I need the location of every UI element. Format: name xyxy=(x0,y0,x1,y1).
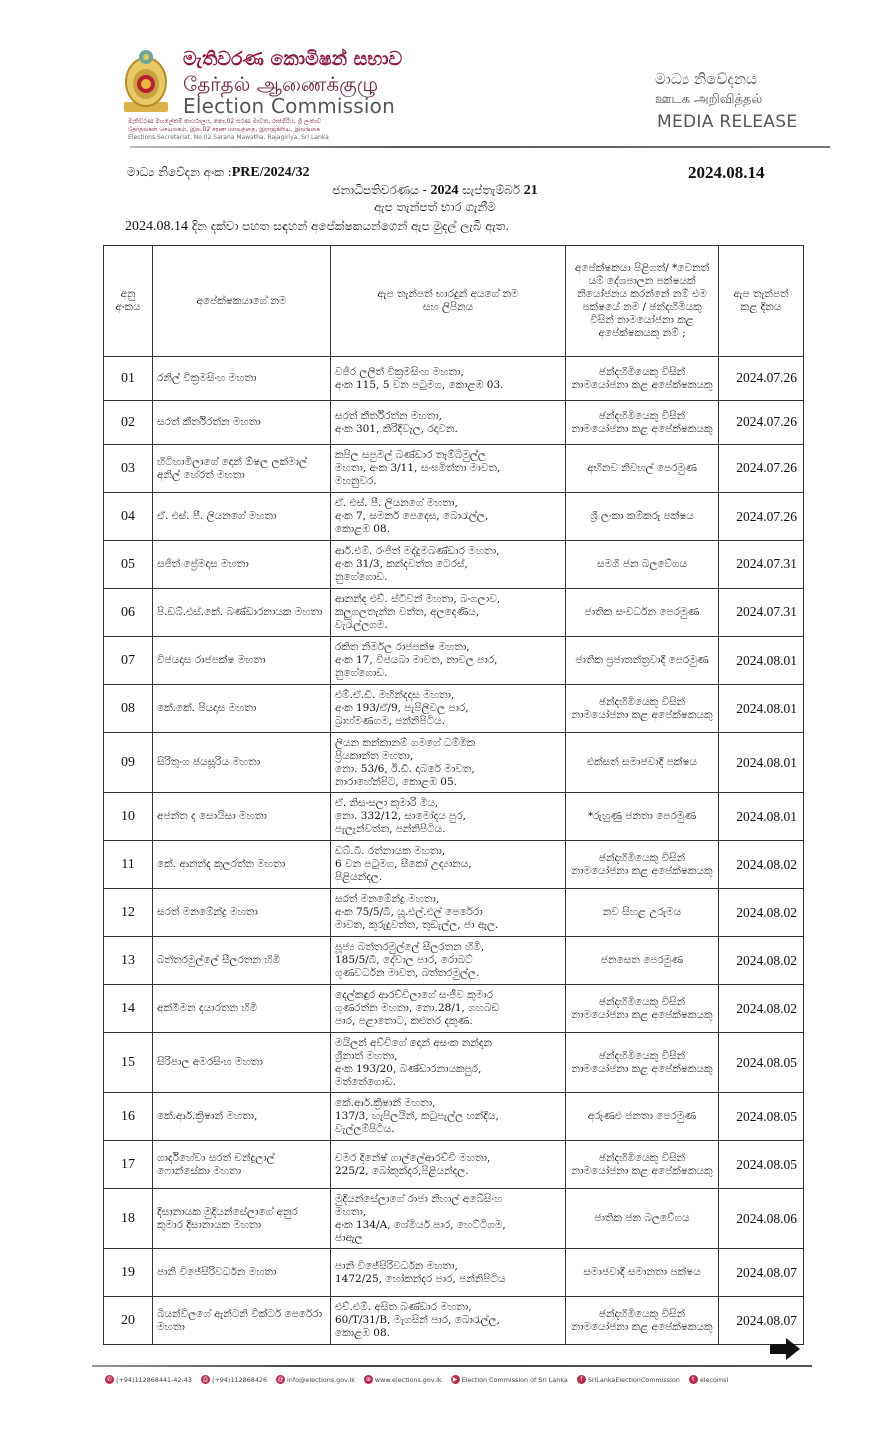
candidate-name: කේ.කේ. පියදාස මහතා xyxy=(153,685,331,733)
footer-contact-item[interactable] xyxy=(451,1375,568,1384)
depositor-line: ගුණරත්න මහතා, නො.28/1, ගහබඩ xyxy=(335,1002,500,1014)
candidate-name: බියන්විලගේ ඇන්ටනි වික්ටර් පෙරේරා මහතා xyxy=(153,1297,331,1345)
row-number: 20 xyxy=(104,1297,153,1345)
facebook-icon: f xyxy=(577,1375,586,1384)
depositor-name-address xyxy=(331,793,566,841)
deposit-date: 2024.08.05 xyxy=(719,1141,804,1189)
depositor-name-address xyxy=(331,637,566,685)
intro-sentence xyxy=(125,219,509,235)
fax-icon: ⎙ xyxy=(201,1375,210,1384)
table-row xyxy=(104,401,804,445)
table-row xyxy=(104,685,804,733)
footer-contact-item[interactable] xyxy=(689,1375,728,1384)
release-date: 2024.08.14 xyxy=(688,163,765,182)
table-row xyxy=(104,1141,804,1189)
intro-text: දින දක්වා පහත සඳහන් අපේක්ෂකයන්ගෙන් ඇප මුදල් ලැබී ඇත. xyxy=(188,219,510,233)
sri-lanka-emblem-logo xyxy=(120,46,172,116)
candidate-name: විජයදාස රාජපක්ෂ මහතා xyxy=(153,637,331,685)
header-divider xyxy=(130,146,830,148)
depositor-line: අංක 31/3, කන්දවත්ත ටෙරස්, xyxy=(335,558,468,570)
deposit-date: 2024.08.01 xyxy=(719,637,804,685)
candidate-name: පි.ඩබ්.එස්.කේ. බණ්ඩාරනායක මහතා xyxy=(153,589,331,637)
release-number: PRE/2024/32 xyxy=(231,165,310,180)
depositor-name-address xyxy=(331,1189,566,1249)
row-number: 13 xyxy=(104,937,153,985)
depositor-line: අංක 75/5/බී, යූ.එල්.එල් පෙරේරා xyxy=(335,906,483,918)
footer-contact-item[interactable] xyxy=(105,1375,192,1384)
row-number: 03 xyxy=(104,445,153,493)
footer-contact-text: (+94)112868426 xyxy=(211,1375,268,1384)
party-or-nomination: ශ්‍රී ලංකා කම්කරු පක්ෂය xyxy=(566,493,719,541)
candidate-name: කේ. ආනන්ද කුලරත්න මහතා xyxy=(153,841,331,889)
media-release-sinhala: මාධ්‍ය නිවේදනය xyxy=(655,70,757,88)
depositor-line: අංක 17, විජයබා මාවත, නාවල පාර, xyxy=(335,654,498,666)
depositor-name-address xyxy=(331,985,566,1033)
deposit-date: 2024.08.05 xyxy=(719,1093,804,1141)
depositor-line: 225/2, බෝකුන්දර,පිළියන්දල. xyxy=(335,1164,469,1177)
depositor-name-address xyxy=(331,541,566,589)
address-tamil: தேர்தல்கள் செயலகம், இல.02 சரண மாவத்தை, இராஜகிரிய, இலங்கை xyxy=(128,126,321,133)
depositor-name-address xyxy=(331,445,566,493)
deposit-date: 2024.08.01 xyxy=(719,733,804,793)
table-row xyxy=(104,1093,804,1141)
depositor-line: අංක 134/A, ශේමියර් පාර, හෙට්ටිගම, xyxy=(335,1218,506,1231)
depositor-name-address xyxy=(331,401,566,445)
party-or-nomination: ජාතික සංවර්ධන පෙරමුණ xyxy=(566,589,719,637)
depositor-name-address xyxy=(331,733,566,793)
globe-icon: ⊕ xyxy=(365,1376,371,1383)
depositor-line: මහනුවර. xyxy=(335,475,377,487)
deposit-date: 2024.08.07 xyxy=(719,1249,804,1297)
deposit-date: 2024.08.07 xyxy=(719,1297,804,1345)
document-subtitle: ඇප තැන්පත් භාර ගැනීම xyxy=(374,200,496,214)
depositor-line: කලුගලතැන්න වත්ත, අලදෙණිය, xyxy=(335,606,480,618)
deposit-date: 2024.08.05 xyxy=(719,1033,804,1093)
org-name-sinhala: මැතිවරණ කොමිෂන් සභාව xyxy=(183,48,403,70)
row-number: 06 xyxy=(104,589,153,637)
row-number: 10 xyxy=(104,793,153,841)
deposit-date: 2024.07.31 xyxy=(719,541,804,589)
phone-icon: ✆ xyxy=(106,1376,113,1383)
party-or-nomination: එක්සත් සමාජවාදී පක්ෂය xyxy=(566,733,719,793)
release-number-label: මාධ්‍ය නිවේදන අංක : xyxy=(127,165,232,179)
candidate-name: සරත් කීර්තිරත්න මහතා xyxy=(153,401,331,445)
deposit-date: 2024.08.01 xyxy=(719,793,804,841)
depositor-name-address xyxy=(331,841,566,889)
depositor-line: පාර, පළාතොට, කළුතර දකුණ. xyxy=(335,1015,473,1027)
depositor-name-address xyxy=(331,1297,566,1345)
depositor-name-address xyxy=(331,1033,566,1093)
deposit-date: 2024.07.26 xyxy=(719,401,804,445)
row-number: 18 xyxy=(104,1189,153,1249)
depositor-name-address xyxy=(331,493,566,541)
depositor-line: ඒ. නිසංසලා කුමාරි මිය, xyxy=(335,797,439,809)
depositor-line: 6 වන පටුමග, සීකෝ උද්‍යානය, xyxy=(335,858,472,870)
party-or-nomination: *රුහුණු ජනතා පෙරමුණ xyxy=(566,793,719,841)
table-row xyxy=(104,1297,804,1345)
deposit-date: 2024.08.01 xyxy=(719,685,804,733)
row-number: 12 xyxy=(104,889,153,937)
party-or-nomination: ජාතික ප්‍රජාතන්ත්‍රවාදී පෙරමුණ xyxy=(566,637,719,685)
footer-divider xyxy=(92,1365,812,1367)
candidate-name: දිසානායක මුදියන්සේලාගේ අනුර කුමාර දිසානායක මහතා xyxy=(153,1189,331,1249)
title-day: 21 xyxy=(523,183,538,198)
footer-contact-text: SriLankaElectionCommission xyxy=(587,1375,680,1384)
candidate-name: අජන්ත ද සොයිසා මහතා xyxy=(153,793,331,841)
depositor-line: 137/3, හැපිලයින්, කටුපැල්ල හන්දිය, xyxy=(335,1110,499,1122)
youtube-icon: ▶ xyxy=(451,1375,460,1384)
row-number: 02 xyxy=(104,401,153,445)
party-or-nomination: සමගි ජන බලවේගය xyxy=(566,541,719,589)
media-release-tamil: ஊடக அறிவித்தல் xyxy=(655,92,763,107)
depositor-line: ශ්‍රීනාත් මහතා, xyxy=(335,1049,398,1062)
title-prefix: ජනාධිපතිවරණය - xyxy=(332,183,431,197)
depositor-line: නුගේගොඩ. xyxy=(335,667,388,679)
party-or-nomination: ඡන්දහිමියෙකු විසින් නාමයෝජනා කළ අපේක්ෂකයකු xyxy=(566,1033,719,1093)
deposit-date: 2024.08.02 xyxy=(719,985,804,1033)
depositor-line: රකිත නිර්මල රාජපක්ෂ මහතා, xyxy=(335,641,470,653)
depositor-line: ලියන කන්කානම් ගමගේ ධම්මික xyxy=(335,736,476,749)
depositor-line: එච්.එම්. අසිත බණ්ඩාර මහතා, xyxy=(335,1301,472,1313)
deposit-date: 2024.08.02 xyxy=(719,841,804,889)
depositor-line: අංක 301, කිරිදිවැල, රදාවන. xyxy=(335,422,458,435)
depositor-name-address xyxy=(331,1141,566,1189)
footer-contact-item[interactable] xyxy=(364,1375,442,1384)
depositor-line: කොළඹ 08. xyxy=(335,1327,390,1339)
footer-contact-item[interactable] xyxy=(577,1375,680,1384)
depositor-line: 60/T/31/B, මැගසින් පාර, බොරැල්ල, xyxy=(335,1314,500,1326)
candidate-name: සිරිතුංග ජයසූරිය මහතා xyxy=(153,733,331,793)
party-or-nomination: ඡන්දහිමියෙකු විසින් නාමයෝජනා කළ අපේක්ෂකයකු xyxy=(566,401,719,445)
depositor-line: වැරැල්ලගම. xyxy=(335,619,388,631)
table-row xyxy=(104,793,804,841)
header-serial: අනු අංකය xyxy=(104,246,153,357)
depositor-line: මහතා, අංක 3/11, සංඝමිත්තා මාවත, xyxy=(335,462,501,474)
deposit-date: 2024.08.06 xyxy=(719,1189,804,1249)
table-row xyxy=(104,493,804,541)
footer-contact-text: www.elections.gov.lk xyxy=(374,1375,442,1384)
table-row xyxy=(104,937,804,985)
row-number: 14 xyxy=(104,985,153,1033)
footer-contact-item[interactable] xyxy=(201,1375,267,1384)
depositor-line: පානි විජේසිරිවර්ධන මහතා, xyxy=(335,1259,458,1272)
candidate-name: සිරිපාල අමරසිංහ මහතා xyxy=(153,1033,331,1093)
table-row xyxy=(104,589,804,637)
depositor-line: පූජ්‍ය බත්තරමුල්ලේ සීලරතන හිමි, xyxy=(335,941,485,953)
depositor-line: අංක 193/ඒ/9, පැපිලිවල පාර, xyxy=(335,702,469,714)
org-name-english: Election Commission xyxy=(183,94,395,118)
row-number: 08 xyxy=(104,685,153,733)
footer-contact-text: info@elections.gov.lk xyxy=(287,1375,355,1384)
deposits-table xyxy=(103,245,804,1345)
address-english: Elections Secretariat, No.02 Sarana Mawatha, Rajagiriya, Sri Lanka xyxy=(128,134,329,141)
deposit-date: 2024.07.26 xyxy=(719,445,804,493)
candidate-name: සජිත් ප්‍රේමදාස මහතා xyxy=(153,541,331,589)
depositor-line: නො. 332/12, සාමෝදය පුර, xyxy=(335,810,466,822)
depositor-line: අංක 7, සමනර් පෙදෙස, බොරැල්ල, xyxy=(335,510,489,522)
depositor-line: ඒ. එස්. පී. ලියනගේ මහතා, xyxy=(335,497,458,509)
deposit-date: 2024.07.26 xyxy=(719,357,804,401)
depositor-line: ප්‍රියකාන්ත මහතා, xyxy=(335,749,414,762)
party-or-nomination: ඡන්දහිමියෙකු විසින් නාමයෝජනා කළ අපේක්ෂකයකු xyxy=(566,1297,719,1345)
header-date: ඇප තැන්පත් කළ දිනය xyxy=(719,246,804,357)
depositor-line: නො. 53/6, ඊ.ඩී. දාබරේ මාවත, xyxy=(335,762,475,775)
depositor-line: නුගේගොඩ. xyxy=(335,571,388,583)
depositor-line: කොළඹ 08. xyxy=(335,523,390,535)
media-release-english: MEDIA RELEASE xyxy=(657,112,798,132)
deposit-date: 2024.07.26 xyxy=(719,493,804,541)
depositor-line: මත්තේගොඩ. xyxy=(335,1075,396,1088)
footer-contact-text: elecomsl xyxy=(699,1375,729,1384)
row-number: 01 xyxy=(104,357,153,401)
depositor-name-address xyxy=(331,589,566,637)
depositor-line: චමර දිනේෂ් ගාල්ලේආරච්චි මහතා, xyxy=(335,1151,491,1164)
candidate-name: පානි විජේසිරිවර්ධන මහතා xyxy=(153,1249,331,1297)
depositor-line: බ්‍රාහ්මණගම, පන්නිපිටිය. xyxy=(335,715,446,727)
depositor-line: නාරාහේන්පිට, කොළඹ 05. xyxy=(335,775,458,788)
address-sinhala: මැතිවරණ මහලේකම් කාර්යාලය, නො.02 සරණ මාවත, රාජගිරිය, ශ්‍රී ලංකාව xyxy=(128,118,322,125)
party-or-nomination: ඡන්දහිමියෙකු විසින් නාමයෝජනා කළ අපේක්ෂකයකු xyxy=(566,357,719,401)
candidate-name: කේ.ආර්.ක්‍රිෂාන් මහතා, xyxy=(153,1093,331,1141)
party-or-nomination: ඡන්දහිමියෙකු විසින් නාමයෝජනා කළ අපේක්ෂකයකු xyxy=(566,841,719,889)
title-year: 2024 xyxy=(430,183,459,198)
party-or-nomination: අභිනව නිවහල් පෙරමුණ xyxy=(566,445,719,493)
depositor-line: සරත් කීර්තිරත්න මහතා, xyxy=(335,409,443,422)
party-or-nomination: ඡන්දහිමියෙකු විසින් නාමයෝජනා කළ අපේක්ෂකයකු xyxy=(566,985,719,1033)
candidate-name: අක්මීමන දයාරතන හිමි xyxy=(153,985,331,1033)
table-row xyxy=(104,637,804,685)
depositor-line: කපිල සපුමල් බණ්ඩාර තැම්බිමුල්ල xyxy=(335,449,486,461)
depositor-line: පැලැන්වත්ත, පන්නිපිටිය. xyxy=(335,823,446,835)
depositor-line: ජාඇල xyxy=(335,1231,363,1244)
depositor-line: ආර්.එම්. රංජිත් මද්දුමබණ්ඩාර මහතා, xyxy=(335,545,500,557)
deposit-date: 2024.07.31 xyxy=(719,589,804,637)
depositor-line: මාවත, කුරුදුවත්ත, තුඩැල්ල, ජා ඇල. xyxy=(335,919,499,931)
deposit-date: 2024.08.02 xyxy=(719,937,804,985)
table-row xyxy=(104,889,804,937)
table-row xyxy=(104,445,804,493)
depositor-line: දෙල්කඳුර ආරච්චිලාගේ සංජීව කුමාර xyxy=(335,989,494,1001)
table-row xyxy=(104,1249,804,1297)
table-row xyxy=(104,1033,804,1093)
title-month: සැප්තැම්බර් xyxy=(458,183,524,197)
twitter-icon: t xyxy=(689,1375,698,1384)
party-or-nomination: ජනසෙත පෙරමුණ xyxy=(566,937,719,985)
table-row xyxy=(104,841,804,889)
row-number: 17 xyxy=(104,1141,153,1189)
candidate-name: ඒ. එස්. පී. ලියනගේ මහතා xyxy=(153,493,331,541)
depositor-line: මයිලන් අච්චිගේ දොන් අසංක නන්දන xyxy=(335,1036,493,1049)
depositor-line: ඩබ්.බී. රත්නායක මහතා, xyxy=(335,845,446,857)
row-number: 05 xyxy=(104,541,153,589)
row-number: 16 xyxy=(104,1093,153,1141)
depositor-line: පිළියන්දල. xyxy=(335,871,383,883)
depositor-name-address xyxy=(331,937,566,985)
party-or-nomination: ඡන්දහිමියෙකු විසින් නාමයෝජනා කළ අපේක්ෂකයකු xyxy=(566,685,719,733)
depositor-line: කේ.ආර්.ක්‍රිෂාන් මහතා, xyxy=(335,1097,436,1109)
table-row xyxy=(104,541,804,589)
candidate-name: ගාර්දිහේවා සරත් චන්ද්‍රලාල් ෆොන්සේකා මහතා xyxy=(153,1141,331,1189)
party-or-nomination: නව සිහළ උරුමය xyxy=(566,889,719,937)
depositor-line: වැල්ලම්පිටිය. xyxy=(335,1123,395,1135)
depositor-line: මුදියන්සේලාගේ රාජා නිහාල් අබේසිංහ xyxy=(335,1192,503,1205)
right-arrow-icon xyxy=(770,1338,800,1360)
depositor-name-address xyxy=(331,1093,566,1141)
table-header-row xyxy=(104,246,804,357)
depositor-name-address xyxy=(331,1249,566,1297)
email-icon: @ xyxy=(277,1376,284,1383)
depositor-line: සරත් මනමේන්ද්‍ර මහතා, xyxy=(335,893,440,905)
depositor-line: 185/5/බී, දේවාල පාර, රොබට් xyxy=(335,954,473,966)
footer-contact-text: (+94)112868441-42-43 xyxy=(116,1375,192,1384)
row-number: 09 xyxy=(104,733,153,793)
contact-footer xyxy=(105,1375,728,1384)
table-row xyxy=(104,985,804,1033)
party-or-nomination: අරුණළු ජනතා පෙරමුණ xyxy=(566,1093,719,1141)
row-number: 15 xyxy=(104,1033,153,1093)
document-title xyxy=(0,183,870,199)
footer-contact-item[interactable] xyxy=(276,1375,355,1384)
row-number: 11 xyxy=(104,841,153,889)
intro-date: 2024.08.14 xyxy=(125,219,188,234)
release-number-line xyxy=(127,165,310,181)
depositor-line: එම්.ඒ.ඩී. මහින්දදාස මහතා, xyxy=(335,689,455,701)
party-or-nomination: ඡන්දහිමියෙකු විසින් නාමයෝජනා කළ අපේක්ෂකයකු xyxy=(566,1141,719,1189)
table-row xyxy=(104,1189,804,1249)
header-candidate: අපේක්ෂකයාගේ නම xyxy=(153,246,331,357)
party-or-nomination: සමාජවාදී සමානතා පක්ෂය xyxy=(566,1249,719,1297)
table-row xyxy=(104,733,804,793)
candidate-name: රනිල් වික්‍රමසිංහ මහතා xyxy=(153,357,331,401)
header-party: අපේක්ෂකයා පිළිගත්/ *වෙනත් යම් දේශපාලන පක්ෂයක් නියෝජනය කරන්නේ නම් එම පක්ෂයේ නම / ඡන්දහිමියකු විසින් නාමයෝජනා කළ අපේක්ෂකයකු නම් ; xyxy=(566,246,719,357)
footer-contact-text: Election Commission of Sri Lanka xyxy=(461,1375,568,1384)
header-depositor: ඇප තැන්පත් භාරදුන් අයගේ නම සහ ලිපිනය xyxy=(331,246,566,357)
depositor-name-address xyxy=(331,357,566,401)
depositor-name-address xyxy=(331,685,566,733)
table-row xyxy=(104,357,804,401)
row-number: 04 xyxy=(104,493,153,541)
org-name-tamil: தேர்தல் ஆணைக்குழு xyxy=(183,72,379,96)
depositor-line: වජිර ලලිත් වික්‍රමසිංහ මහතා, xyxy=(335,365,464,378)
party-or-nomination: ජාතික ජන බලවේගය xyxy=(566,1189,719,1249)
depositor-line: අංක 115, 5 වන පටුමග, කොළඹ 03. xyxy=(335,378,504,391)
candidate-name: සරත් මනමේන්ද්‍ර මහතා xyxy=(153,889,331,937)
depositor-line: මහතා, xyxy=(335,1205,367,1218)
row-number: 19 xyxy=(104,1249,153,1297)
depositor-line: ගුණවර්ධන මාවත, බත්තරමුල්ල. xyxy=(335,967,480,979)
candidate-name: බත්තරමුල්ලේ සීලරතන හිමි xyxy=(153,937,331,985)
row-number: 07 xyxy=(104,637,153,685)
depositor-line: ආනන්ද එච්. ස්ටීවන් මහතා, බංගලාව, xyxy=(335,593,501,605)
depositor-line: අංක 193/20, බණ්ඩාරනායකපුර, xyxy=(335,1062,482,1075)
depositor-name-address xyxy=(331,889,566,937)
deposit-date: 2024.08.02 xyxy=(719,889,804,937)
candidate-name: හිටිහාමිලාගේ දොන් ඕෂල ලක්මාල් අනිල් හේරත් මහතා xyxy=(153,445,331,493)
depositor-line: 1472/25, හෝකන්දර පාර, පන්නිපිටිය xyxy=(335,1272,506,1285)
